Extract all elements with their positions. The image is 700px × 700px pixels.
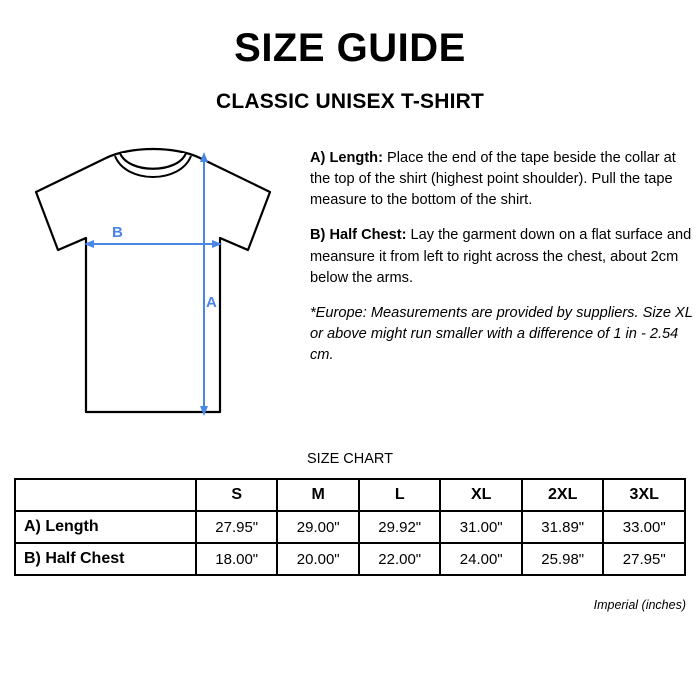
chest-instruction-title: B) Half Chest: — [310, 227, 407, 244]
half-chest-3xl: 27.95" — [603, 543, 685, 575]
table-header-row — [15, 479, 685, 511]
half-chest-l: 22.00" — [359, 543, 441, 575]
table-row — [15, 543, 685, 575]
length-instruction-title: A) Length: — [310, 150, 383, 166]
size-header-m: M — [277, 479, 359, 511]
size-chart-table — [14, 478, 686, 576]
row-label-length: A) Length — [15, 511, 196, 543]
europe-note: *Europe: Measurements are provided by suppliers. Size XL or above might run smaller with a difference of 1 in - 2.54 cm. — [310, 304, 693, 364]
size-header-3xl: 3XL — [603, 479, 685, 511]
half-chest-m: 20.00" — [277, 543, 359, 575]
length-3xl: 33.00" — [603, 511, 685, 543]
size-header-2xl: 2XL — [522, 479, 604, 511]
size-chart-heading: SIZE CHART — [307, 451, 393, 467]
chest-instruction-text: Lay the garment down on a flat surface and meansure it from left to right across the chest, about 2cm below the arms. — [310, 227, 692, 286]
tshirt-diagram — [8, 140, 298, 440]
row-label-half-chest: B) Half Chest — [15, 543, 196, 575]
page-subtitle: CLASSIC UNISEX T-SHIRT — [215, 90, 485, 113]
size-header-l: L — [359, 479, 441, 511]
length-2xl: 31.89" — [522, 511, 604, 543]
length-m: 29.00" — [277, 511, 359, 543]
units-note: Imperial (inches) — [593, 598, 686, 612]
tshirt-illustration — [8, 140, 298, 440]
measure-label-b: B — [112, 224, 123, 241]
instructions-block — [310, 148, 694, 366]
chest-instruction — [310, 225, 694, 288]
measure-label-a: A — [206, 294, 217, 311]
half-chest-xl: 24.00" — [440, 543, 522, 575]
table-row — [15, 511, 685, 543]
size-header-s: S — [196, 479, 278, 511]
table-corner-cell — [15, 479, 196, 511]
page-title: SIZE GUIDE — [234, 26, 466, 70]
length-instruction — [310, 148, 694, 211]
length-s: 27.95" — [196, 511, 278, 543]
half-chest-s: 18.00" — [196, 543, 278, 575]
length-l: 29.92" — [359, 511, 441, 543]
shirt-outline — [36, 149, 270, 412]
length-instruction-text: Place the end of the tape beside the collar at the top of the shirt (highest point shoulder). Pull the tape measure to the bottom of the shirt. — [310, 150, 676, 209]
size-header-xl: XL — [440, 479, 522, 511]
measure-arrow-a-top — [200, 152, 208, 162]
half-chest-2xl: 25.98" — [522, 543, 604, 575]
length-xl: 31.00" — [440, 511, 522, 543]
